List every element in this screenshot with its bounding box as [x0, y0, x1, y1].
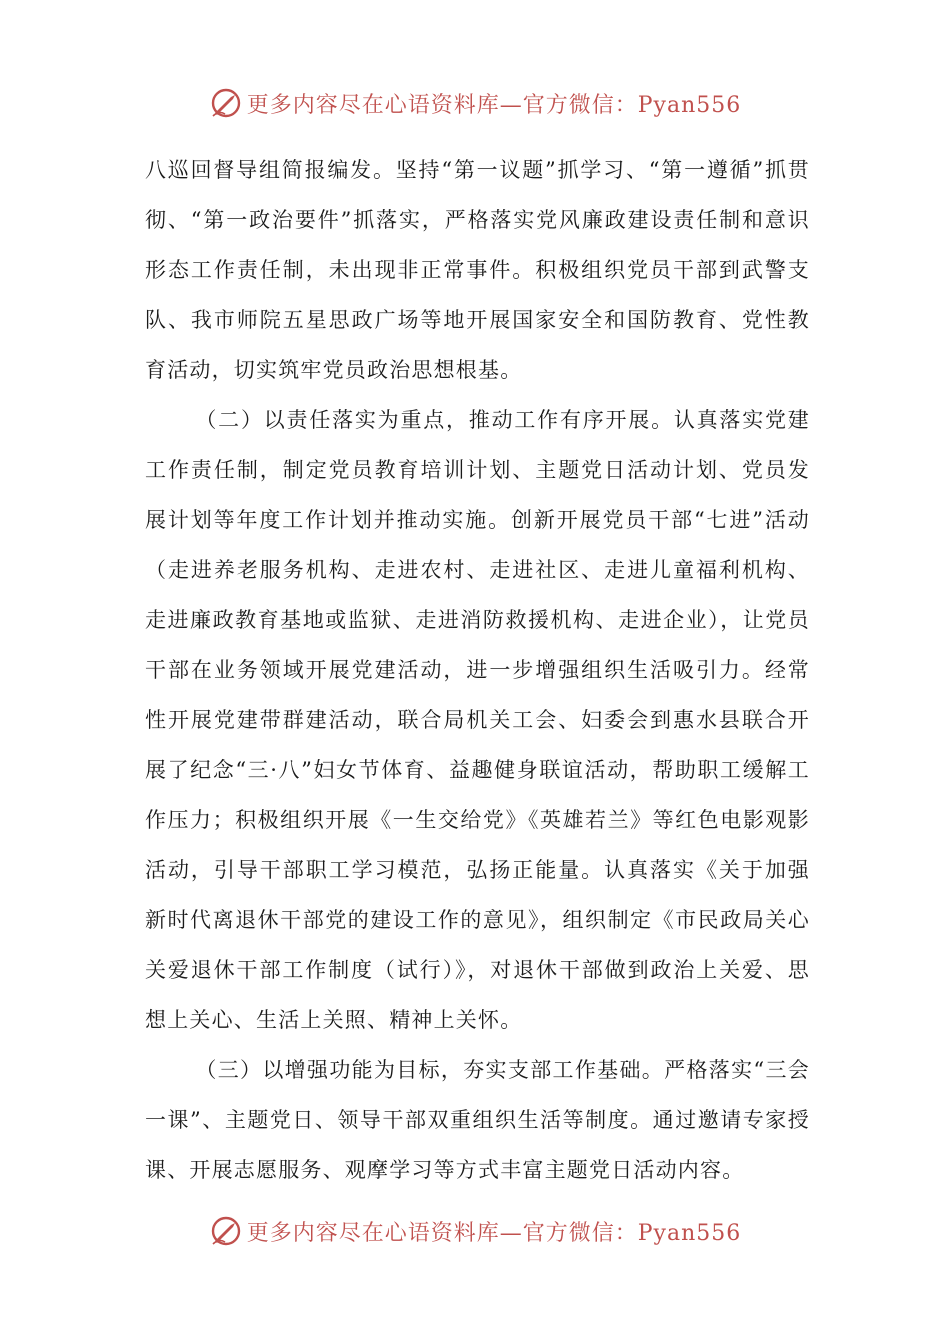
- paragraph-section-2: （二）以责任落实为重点，推动工作有序开展。认真落实党建工作责任制，制定党员教育培训计划、主题党日活动计划、党员发展计划等年度工作计划并推动实施。创新开展党员干部“七进”活动（走进养老服务机构、走进农村、走进社区、走进儿童福利机构、走进廉政教育基地或监狱、走进消防救援机构、走进企业），让党员干部在业务领域开展党建活动，进一步增强组织生活吸引力。经常性开展党建带群建活动，联合局机关工会、妇委会到惠水县联合开展了纪念“三·八”妇女节体育、益趣健身联谊活动，帮助职工缓解工作压力；积极组织开展《一生交给党》《英雄若兰》等红色电影观影活动，引导干部职工学习模范，弘扬正能量。认真落实《关于加强新时代离退休干部党的建设工作的意见》，组织制定《市民政局关心关爱退休干部工作制度（试行）》，对退休干部做到政治上关爱、思想上关心、生活上关照、精神上关怀。: [145, 408, 810, 1032]
- watermark-text: 更多内容尽在心语资料库—官方微信：Pyan556: [246, 1220, 742, 1246]
- watermark-text: 更多内容尽在心语资料库—官方微信：Pyan556: [246, 92, 742, 118]
- paragraph-continued: 八巡回督导组简报编发。坚持“第一议题”抓学习、“第一遵循”抓贯彻、“第一政治要件”抓落实，严格落实党风廉政建设责任制和意识形态工作责任制，未出现非正常事件。积极组织党员干部到武警支队、我市师院五星思政广场等地开展国家安全和国防教育、党性教育活动，切实筑牢党员政治思想根基。: [145, 158, 810, 382]
- paragraph-section-3: （三）以增强功能为目标，夯实支部工作基础。严格落实“三会一课”、主题党日、领导干部双重组织生活等制度。通过邀请专家授课、开展志愿服务、观摩学习等方式丰富主题党日活动内容。: [145, 1058, 810, 1182]
- pen-logo-icon: [209, 1214, 243, 1248]
- document-body: [145, 145, 810, 1195]
- header-watermark-banner: [0, 78, 950, 128]
- pen-logo-icon: [209, 86, 243, 120]
- footer-watermark-banner: [0, 1206, 950, 1256]
